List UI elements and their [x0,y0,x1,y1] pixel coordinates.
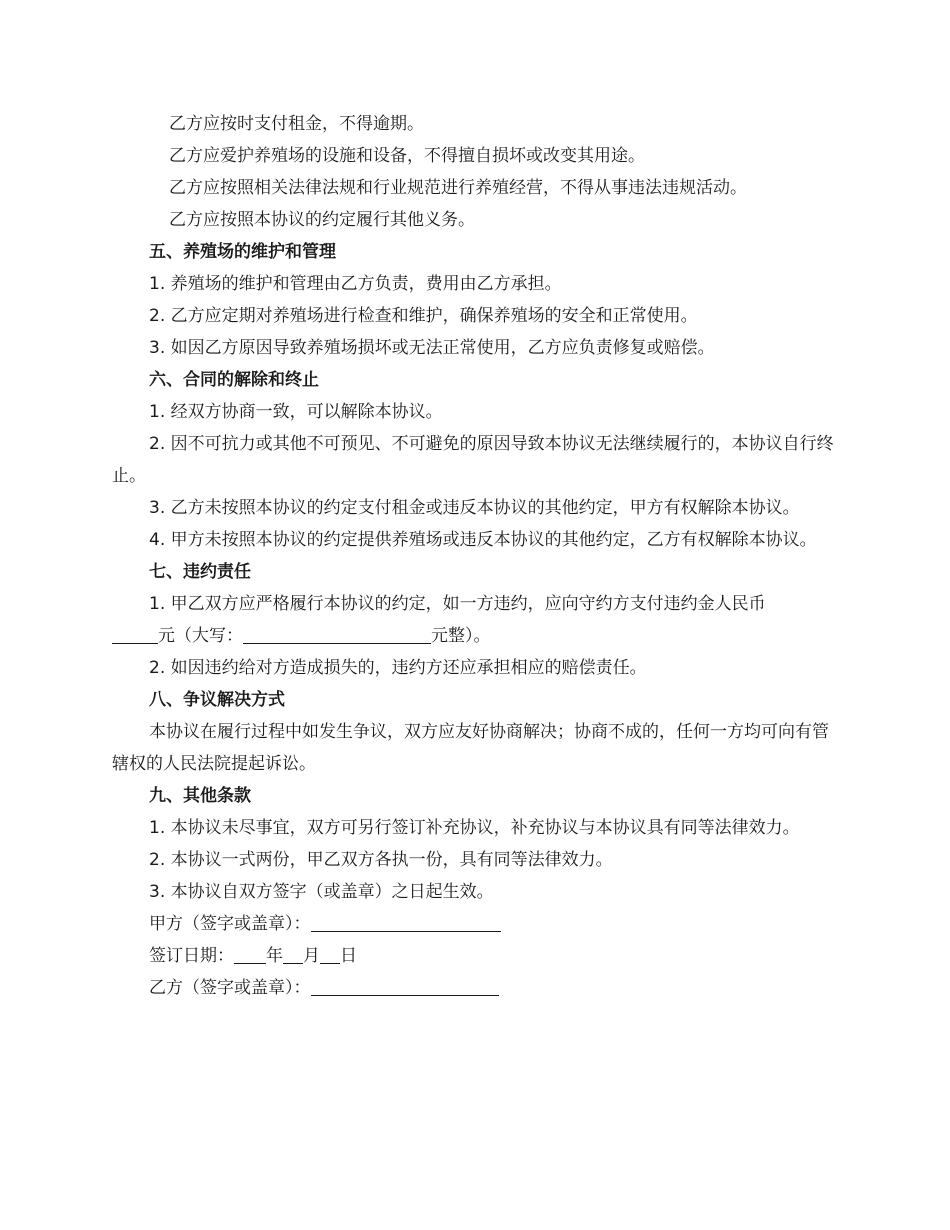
contract-body [112,108,842,1004]
section-6-item-1: 1. 经双方协商一致，可以解除本协议。 [149,402,443,422]
signing-date-label: 签订日期： [149,946,234,966]
party-b-label: 乙方（签字或盖章）： [149,978,311,998]
section-5-item-1: 1. 养殖场的维护和管理由乙方负责，费用由乙方承担。 [149,274,562,294]
penalty-yuan-label: 元（大写： [158,626,243,646]
section-8-body: 本协议在履行过程中如发生争议，双方应友好协商解决；协商不成的，任何一方均可向有管辖权的人民法院提起诉讼。 [112,722,829,774]
section-7-item-2: 2. 如因违约给对方造成损失的，违约方还应承担相应的赔偿责任。 [149,658,647,678]
duty-other-obligations: 乙方应按照本协议的约定履行其他义务。 [169,210,475,230]
section-6-item-4: 4. 甲方未按照本协议的约定提供养殖场或违反本协议的其他约定，乙方有权解除本协议。 [149,530,817,550]
duty-payment: 乙方应按时支付租金，不得逾期。 [169,114,424,134]
section-5-heading: 五、养殖场的维护和管理 [149,242,336,262]
year-label: 年 [266,946,283,966]
section-6-heading: 六、合同的解除和终止 [149,370,319,390]
duty-legal-operation: 乙方应按照相关法律法规和行业规范进行养殖经营，不得从事违法违规活动。 [169,178,747,198]
penalty-end-label: 元整）。 [431,626,491,646]
section-9-item-2: 2. 本协议一式两份，甲乙双方各执一份，具有同等法律效力。 [149,850,613,870]
penalty-amount-blank [112,625,158,644]
penalty-capital-blank [243,625,431,644]
section-6-item-3: 3. 乙方未按照本协议的约定支付租金或违反本协议的其他约定，甲方有权解除本协议。 [149,498,800,518]
day-blank [320,945,340,964]
section-5-item-2: 2. 乙方应定期对养殖场进行检查和维护，确保养殖场的安全和正常使用。 [149,306,698,326]
section-9-item-3: 3. 本协议自双方签字（或盖章）之日起生效。 [149,882,494,902]
month-label: 月 [303,946,320,966]
section-9-heading: 九、其他条款 [149,786,251,806]
section-8-heading: 八、争议解决方式 [149,690,285,710]
section-5-item-3: 3. 如因乙方原因导致养殖场损坏或无法正常使用，乙方应负责修复或赔偿。 [149,338,715,358]
party-a-label: 甲方（签字或盖章）： [149,914,311,934]
party-a-signature-line [112,908,842,940]
section-9-item-1: 1. 本协议未尽事宜，双方可另行签订补充协议，补充协议与本协议具有同等法律效力。 [149,818,800,838]
party-b-signature-line [112,972,842,1004]
party-b-signature-blank [311,977,499,996]
party-a-signature-blank [311,913,501,932]
section-6-item-2: 2. 因不可抗力或其他不可预见、不可避免的原因导致本协议无法继续履行的，本协议自行终止。 [112,434,834,486]
section-7-heading: 七、违约责任 [149,562,251,582]
signing-date-line [112,940,842,972]
year-blank [234,945,266,964]
day-label: 日 [340,946,357,966]
duty-facilities: 乙方应爱护养殖场的设施和设备，不得擅自损坏或改变其用途。 [169,146,645,166]
month-blank [283,945,303,964]
section-7-item-1-line-1: 1. 甲乙双方应严格履行本协议的约定，如一方违约，应向守约方支付违约金人民币 [149,594,766,614]
section-7-item-1-line-2 [112,620,842,652]
